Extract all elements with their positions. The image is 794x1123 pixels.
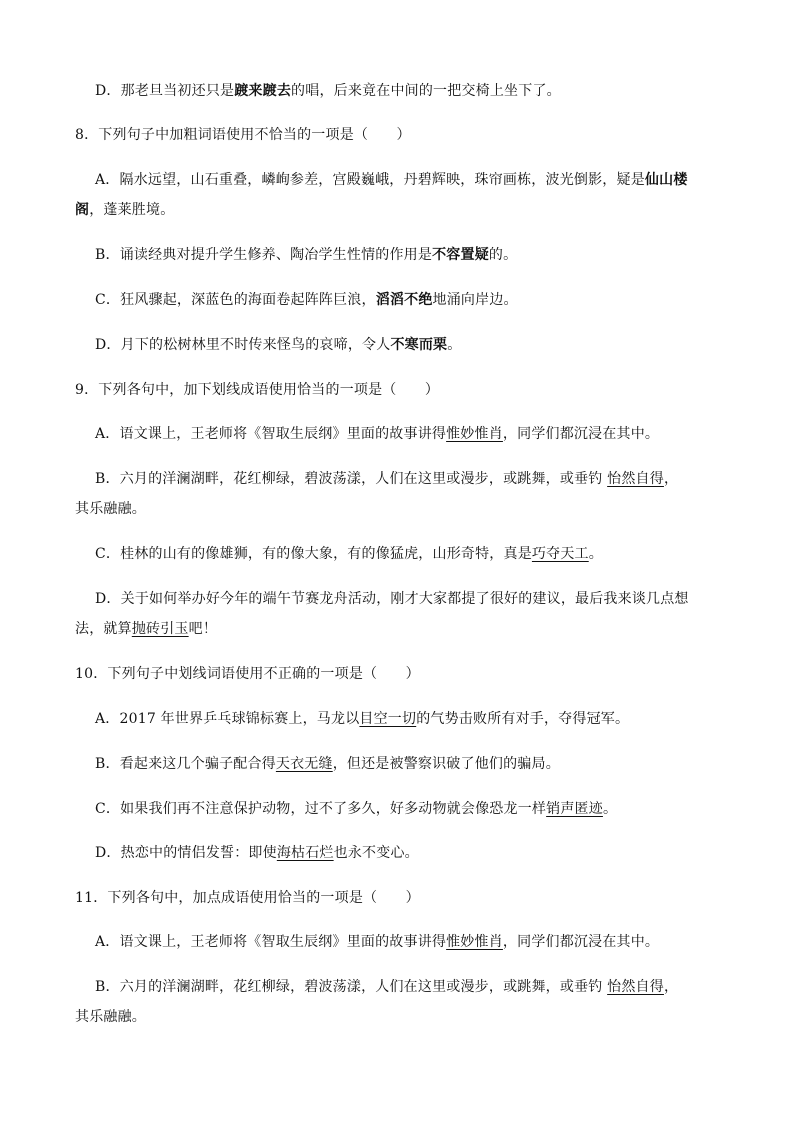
underlined-term: 海枯石烂 — [276, 845, 334, 861]
text-segment: A．2017 年世界乒乓球锦标赛上，马龙以 — [95, 711, 360, 727]
text-segment: D．月下的松树林里不时传来怪鸟的哀啼，令人 — [95, 337, 391, 353]
question-stem — [75, 380, 439, 400]
text-segment: 其乐融融。 — [75, 1009, 146, 1025]
bold-term: 滔滔不绝 — [375, 292, 433, 308]
answer-option — [95, 335, 461, 355]
text-segment: B．看起来这几个骗子配合得 — [95, 756, 276, 772]
text-segment: 。 — [588, 546, 603, 562]
text-segment: C．桂林的山有的像雄狮，有的像大象，有的像猛虎，山形奇特，真是 — [95, 546, 532, 562]
text-segment: ，但还是被警察识破了他们的骗局。 — [332, 756, 560, 772]
question-stem — [75, 125, 411, 145]
answer-option — [95, 977, 678, 997]
text-segment: B．六月的洋澜湖畔，花红柳绿，碧波荡漾，人们在这里或漫步，或跳舞，或垂钓 — [95, 979, 608, 995]
question-stem — [75, 888, 420, 908]
option-continuation — [75, 1007, 146, 1027]
text-segment: D．热恋中的情侣发誓：即使 — [95, 845, 277, 861]
option-continuation — [75, 499, 146, 519]
text-segment: C．如果我们再不注意保护动物，过不了多久，好多动物就会像恐龙一样 — [95, 801, 547, 817]
text-segment: 吧！ — [188, 621, 218, 637]
text-segment: D．那老旦当初还只是 — [95, 83, 235, 99]
text-segment: 11．下列各句中，加点成语使用恰当的一项是（ ） — [75, 890, 420, 906]
answer-option — [95, 589, 689, 609]
underlined-term: 惟妙惟肖 — [446, 426, 503, 442]
text-segment: ， — [663, 471, 679, 487]
text-segment: A．隔水远望，山石重叠，嶙峋参差，宫殿巍峨，丹碧辉映，珠帘画栋，波光倒影，疑是 — [95, 172, 645, 188]
underlined-term: 巧夺天工 — [531, 546, 589, 562]
underlined-term: 销声匿迹 — [546, 801, 603, 817]
answer-option — [95, 709, 629, 729]
answer-option — [95, 170, 688, 190]
text-segment: 的唱，后来竟在中间的一把交椅上坐下了。 — [291, 83, 561, 99]
bold-term: 不容置疑 — [432, 247, 489, 263]
text-segment: 。 — [602, 801, 618, 817]
bold-term: 仙山楼 — [644, 172, 688, 188]
text-segment: A．语文课上，王老师将《智取生辰纲》里面的故事讲得 — [95, 426, 447, 442]
option-continuation — [75, 619, 217, 639]
answer-option — [95, 81, 561, 101]
text-segment: 其乐融融。 — [75, 501, 146, 517]
text-segment: ，同学们都沉浸在其中。 — [502, 426, 660, 442]
text-segment: A．语文课上，王老师将《智取生辰纲》里面的故事讲得 — [95, 934, 447, 950]
bold-term: 不寒而栗 — [390, 337, 448, 353]
bold-term: 阁 — [75, 202, 90, 218]
underlined-term: 天衣无缝 — [275, 756, 333, 772]
answer-option — [95, 245, 517, 265]
option-continuation — [75, 200, 174, 220]
underlined-term: 怡然自得 — [607, 979, 664, 995]
text-segment: 8．下列句子中加粗词语使用不恰当的一项是（ ） — [75, 127, 411, 143]
text-segment: C．狂风骤起，深蓝色的海面卷起阵阵巨浪， — [95, 292, 376, 308]
text-segment: B．六月的洋澜湖畔，花红柳绿，碧波荡漾，人们在这里或漫步，或跳舞，或垂钓 — [95, 471, 608, 487]
underlined-term: 惟妙惟肖 — [446, 934, 503, 950]
text-segment: 10．下列句子中划线词语使用不正确的一项是（ ） — [75, 666, 420, 682]
answer-option — [95, 424, 659, 444]
text-segment: ， — [663, 979, 679, 995]
answer-option — [95, 754, 560, 774]
answer-option — [95, 290, 518, 310]
text-segment: 法，就算 — [75, 621, 132, 637]
answer-option — [95, 932, 659, 952]
text-segment: 地涌向岸边。 — [432, 292, 518, 308]
underlined-term: 怡然自得 — [607, 471, 664, 487]
question-stem — [75, 664, 420, 684]
underlined-term: 抛砖引玉 — [131, 621, 189, 637]
text-segment: 。 — [447, 337, 462, 353]
text-segment: 的。 — [488, 247, 518, 263]
answer-option — [95, 843, 419, 863]
bold-term: 踱来踱去 — [234, 83, 292, 99]
answer-option — [95, 469, 678, 489]
text-segment: 9．下列各句中，加下划线成语使用恰当的一项是（ ） — [75, 382, 440, 398]
underlined-term: 目空一切 — [359, 711, 417, 727]
answer-option — [95, 799, 617, 819]
text-segment: 也永不变心。 — [333, 845, 419, 861]
text-segment: B．诵读经典对提升学生修养、陶冶学生性情的作用是 — [95, 247, 433, 263]
text-segment: ，同学们都沉浸在其中。 — [502, 934, 660, 950]
text-segment: 的气势击败所有对手，夺得冠军。 — [416, 711, 630, 727]
answer-option — [95, 544, 603, 564]
text-segment: ，蓬莱胜境。 — [89, 202, 175, 218]
text-segment: D．关于如何举办好今年的端午节赛龙舟活动，刚才大家都提了很好的建议，最后我来谈几点想 — [95, 591, 689, 607]
